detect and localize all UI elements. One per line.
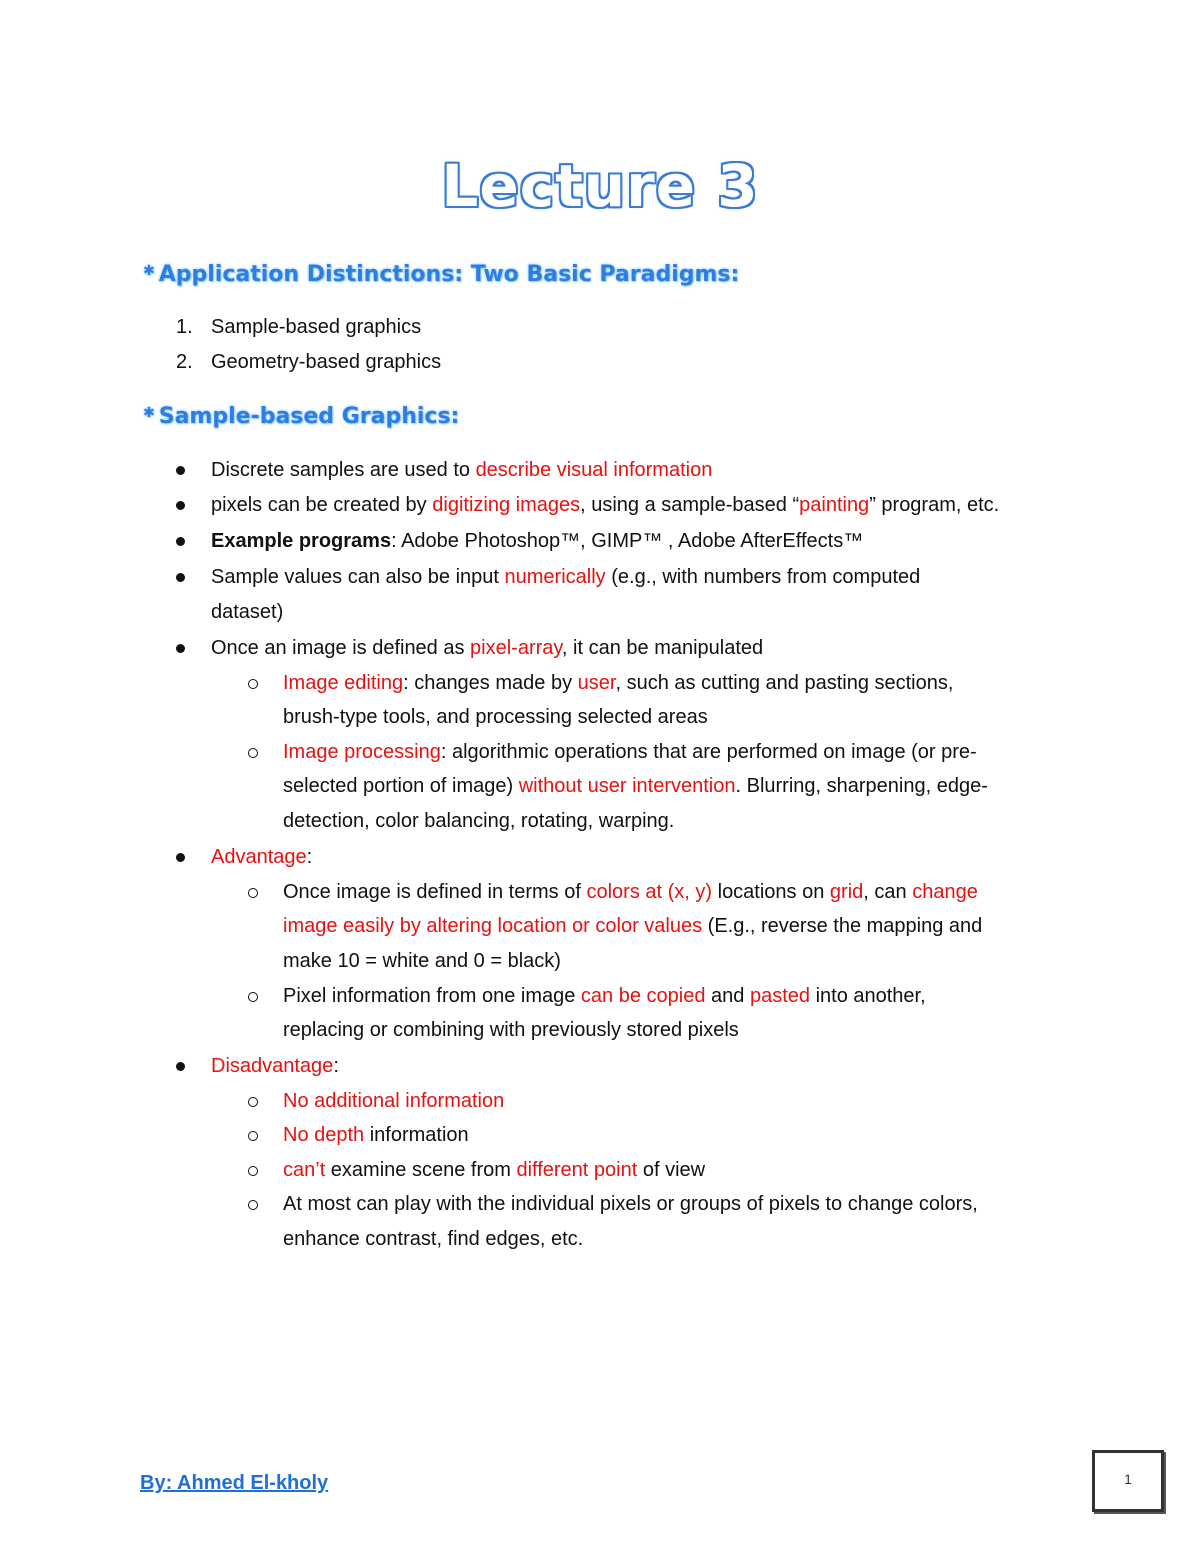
list-item-continuation: dataset) bbox=[211, 601, 284, 623]
section-heading-paradigms bbox=[143, 262, 739, 287]
bullet-icon bbox=[176, 644, 185, 653]
sub-list-item-continuation: replacing or combining with previously stored pixels bbox=[283, 1019, 739, 1041]
sub-bullet-icon bbox=[248, 748, 258, 758]
sub-list-item: Image editing: changes made by user, such as cutting and pasting sections, bbox=[283, 672, 954, 694]
sub-list-item-continuation: brush-type tools, and processing selected areas bbox=[283, 706, 708, 728]
list-item: pixels can be created by digitizing images, using a sample-based “painting” program, etc. bbox=[211, 494, 1000, 516]
sub-list-item: No additional information bbox=[283, 1090, 505, 1112]
bullet-icon bbox=[176, 501, 185, 510]
sub-list-item: can’t examine scene from different point of view bbox=[283, 1159, 706, 1181]
list-item: Once an image is defined as pixel-array, it can be manipulated bbox=[211, 637, 764, 659]
list-item: Discrete samples are used to describe visual information bbox=[211, 459, 713, 481]
list-item: Advantage: bbox=[211, 846, 313, 868]
list-item: Example programs: Adobe Photoshop™, GIMP™ , Adobe AfterEffects™ bbox=[211, 530, 864, 552]
sub-list-item-continuation: selected portion of image) without user intervention. Blurring, sharpening, edge- bbox=[283, 775, 988, 797]
sub-list-item-continuation: detection, color balancing, rotating, warping. bbox=[283, 810, 675, 832]
sub-list-item: Pixel information from one image can be copied and pasted into another, bbox=[283, 985, 926, 1007]
page-number-box bbox=[1092, 1450, 1164, 1512]
sub-list-item-continuation: make 10 = white and 0 = black) bbox=[283, 950, 561, 972]
page-title: Lecture 3 bbox=[441, 152, 759, 220]
author-credit: By: Ahmed El-kholy bbox=[140, 1472, 329, 1494]
bullet-icon bbox=[176, 466, 185, 475]
sub-list-item: Once image is defined in terms of colors at (x, y) locations on grid, can change bbox=[283, 881, 978, 903]
sub-bullet-icon bbox=[248, 888, 258, 898]
sub-bullet-icon bbox=[248, 679, 258, 689]
page-number: 1 bbox=[1124, 1471, 1132, 1487]
list-item: Sample-based graphics bbox=[211, 316, 422, 338]
sub-bullet-icon bbox=[248, 1166, 258, 1176]
star-bullet-icon: ✱ bbox=[143, 405, 155, 421]
sub-bullet-icon bbox=[248, 992, 258, 1002]
sub-bullet-icon bbox=[248, 1200, 258, 1210]
sub-bullet-icon bbox=[248, 1097, 258, 1107]
sub-list-item: At most can play with the individual pixels or groups of pixels to change colors, bbox=[283, 1193, 978, 1215]
list-item: Disadvantage: bbox=[211, 1055, 339, 1077]
list-number: 2. bbox=[176, 351, 193, 373]
bullet-icon bbox=[176, 573, 185, 582]
list-item: Geometry-based graphics bbox=[211, 351, 442, 373]
sub-list-item-continuation: image easily by altering location or color values (E.g., reverse the mapping and bbox=[283, 915, 983, 937]
sub-bullet-icon bbox=[248, 1131, 258, 1141]
bullet-icon bbox=[176, 853, 185, 862]
section-heading-text: Sample-based Graphics: bbox=[158, 404, 460, 429]
sub-list-item: No depth information bbox=[283, 1124, 469, 1146]
section-heading-text: Application Distinctions: Two Basic Paradigms: bbox=[158, 262, 740, 287]
sub-list-item-continuation: enhance contrast, find edges, etc. bbox=[283, 1228, 584, 1250]
sub-list-item: Image processing: algorithmic operations that are performed on image (or pre- bbox=[283, 741, 977, 763]
list-item: Sample values can also be input numerically (e.g., with numbers from computed bbox=[211, 566, 921, 588]
bullet-icon bbox=[176, 1062, 185, 1071]
section-heading-sample-based bbox=[143, 404, 459, 429]
bullet-icon bbox=[176, 537, 185, 546]
star-bullet-icon: ✱ bbox=[143, 263, 155, 279]
list-number: 1. bbox=[176, 316, 193, 338]
